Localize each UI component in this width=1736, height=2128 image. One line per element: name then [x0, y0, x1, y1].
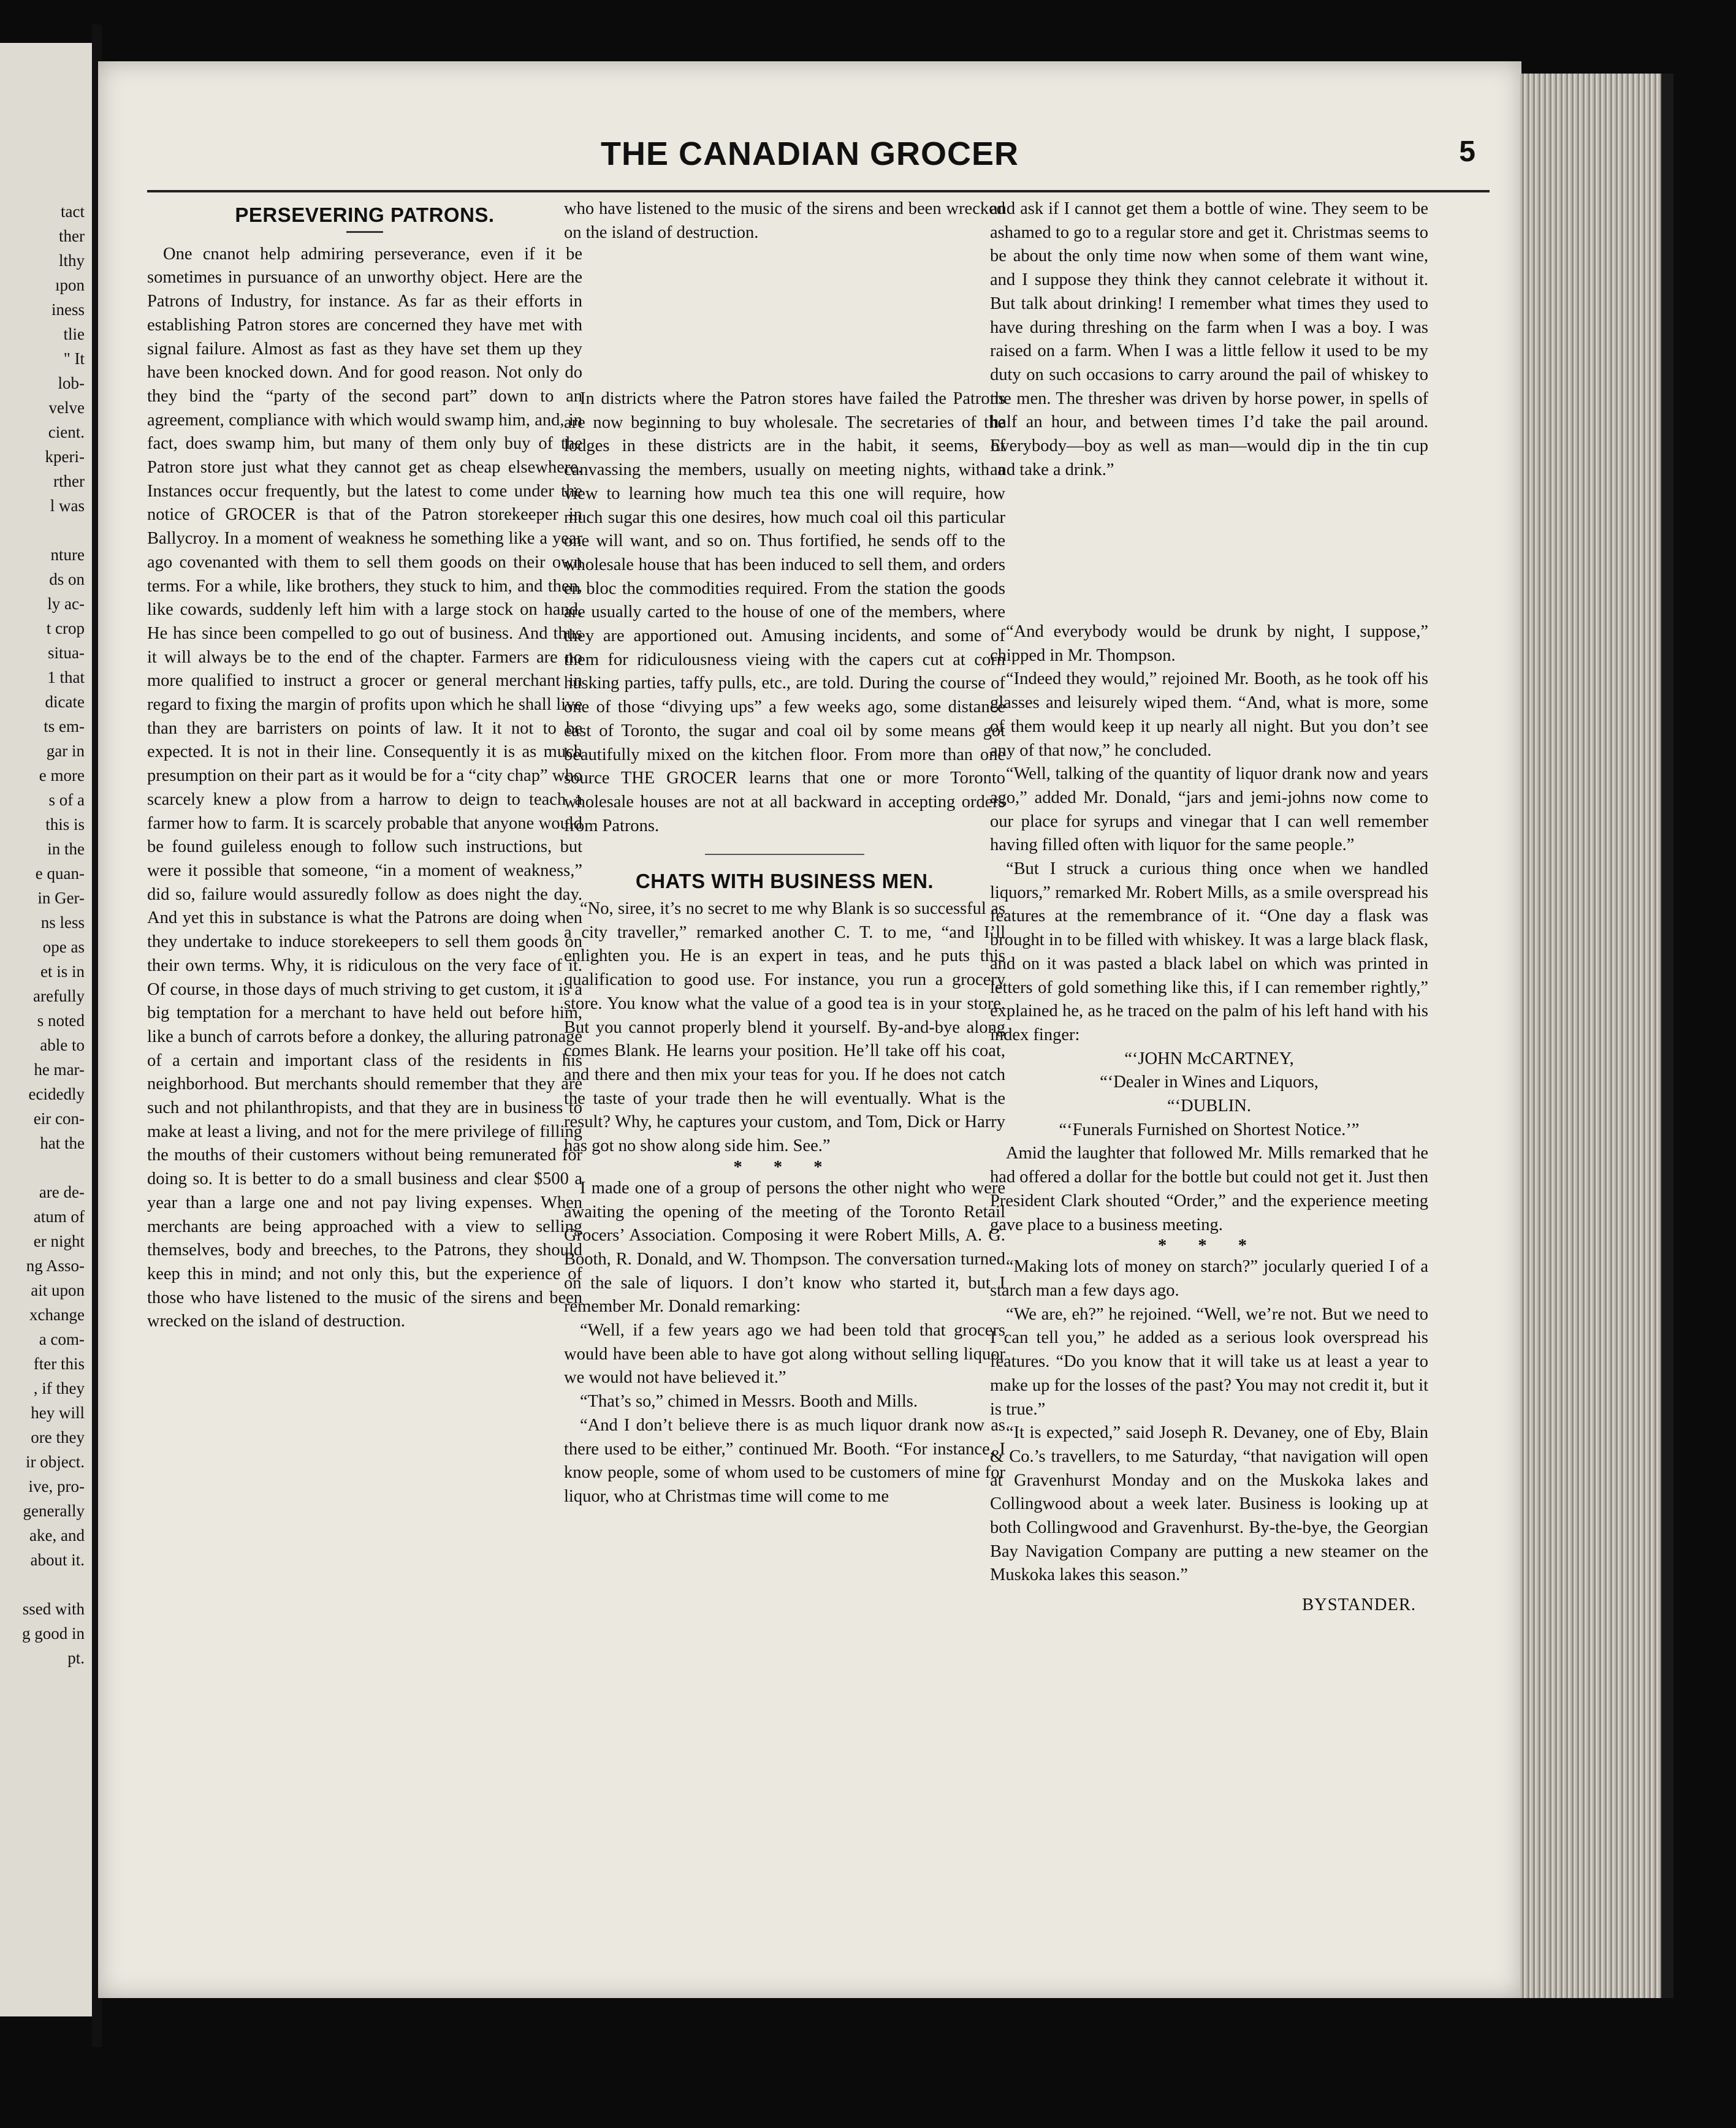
section-stars: * * *	[733, 1157, 836, 1177]
fragment-line: tlie	[63, 325, 85, 343]
fragment-line: generally	[23, 1502, 85, 1520]
article-paragraph: “We are, eh?” he rejoined. “Well, we’re not. But we need to I can tell you,” he added as a serious look overspread his features. “Do you know that it will take us at least a year to make up for the losses of the past? You may not credit it, but it is true.”	[990, 1304, 1428, 1419]
fragment-line: ake, and	[29, 1526, 85, 1545]
section-stars: * * *	[1158, 1236, 1260, 1256]
fragment-line: a com-	[39, 1330, 85, 1348]
label-line: “‘JOHN McCARTNEY,	[1124, 1049, 1294, 1068]
fragment-line: eir con-	[33, 1109, 85, 1128]
headline-rule	[346, 231, 383, 233]
fragment-line	[0, 1572, 85, 1597]
article-paragraph-continued: who have listened to the music of the sirens and been wrecked on the island of destruction.	[564, 199, 1005, 242]
page-number: 5	[1459, 135, 1475, 168]
article-paragraph: “Making lots of money on starch?” jocularly queried I of a starch man a few days ago.	[990, 1257, 1428, 1300]
fragment-line: this is	[45, 815, 85, 834]
article-paragraph-continued: and ask if I cannot get them a bottle of wine. They seem to be ashamed to go to a regular store and get it. Christmas seems to be about the only time now when some of them want wine, and I suppose they think they cannot celebrate it without it. But talk about drinking! I remember what times they used to have during threshing on the farm when I was a boy. I was raised on a farm. When I was a little fellow it used to be my duty on such occasions to carry around the pail of whiskey to the men. The thresher was driven by horse power, in spells of half an hour, and between times I’d take the pail around. Everybody—boy as well as man—would dip in the tin cup and take a drink.”	[990, 199, 1428, 479]
article-paragraph: “And I don’t believe there is as much liquor drank now as there used to be either,” continued Mr. Booth. “For instance, I know people, some of whom used to be customers of mine for liquor, who at Christmas time will come to me	[564, 1415, 1005, 1506]
fragment-line: rther	[53, 472, 85, 490]
fragment-line: xchange	[29, 1305, 85, 1324]
article-paragraph: “And everybody would be drunk by night, I suppose,” chipped in Mr. Thompson.	[990, 622, 1428, 665]
fragment-line: ssed with	[22, 1600, 85, 1618]
book-page-edges	[1520, 74, 1661, 1998]
fragment-line: ope as	[42, 938, 85, 956]
fragment-line: are de-	[39, 1183, 85, 1201]
fragment-line: arefully	[33, 987, 85, 1005]
fragment-line: ds on	[49, 570, 85, 588]
fragment-line: s of a	[48, 791, 85, 809]
fragment-line: ly ac-	[47, 595, 85, 613]
fragment-line: " It	[63, 349, 85, 368]
fragment-line: fter this	[33, 1355, 85, 1373]
fragment-line: hat the	[40, 1134, 85, 1152]
fragment-line: he mar-	[34, 1060, 85, 1079]
article-paragraph: “Indeed they would,” rejoined Mr. Booth, as he took off his glasses and leisurely wiped them. “And, what is more, some of them would keep it up nearly all night. But you don’t see any of that now,” he concluded.	[990, 669, 1428, 760]
fragment-line: dicate	[45, 693, 85, 711]
fragment-line: t crop	[46, 619, 85, 637]
article-headline-persevering-patrons: PERSEVERING PATRONS.	[235, 203, 495, 226]
newspaper-page	[98, 61, 1521, 1998]
fragment-line: g good in	[21, 1624, 85, 1643]
fragment-line: iness	[51, 300, 85, 319]
fragment-line: lob-	[58, 374, 85, 392]
fragment-line: l was	[50, 496, 85, 515]
article-paragraph: One cnanot help admiring perseverance, even if it be sometimes in pursuance of an unworthy object. Here are the Patrons of Industry, for instance. As far as their efforts in establishing Patron stores are concerned they have met with signal failure. Almost as fast as they have set them up they have been knocked down. And for good reason. Not only do they bind the “party of the second part” down to an agreement, compliance with which would swamp him, and, in fact, does swamp him, but many of them only buy of the Patron store just what they cannot get as cheap elsewhere. Instances occur frequently, but the latest to come under the notice of GROCER is that of the Patron storekeeper in Ballycroy. In a moment of weakness he something like a year ago covenanted with them to sell them goods on their own terms. For a while, like brothers, they stuck to him, and then, like cowards, suddenly left him with a large stock on hand. He has since been compelled to go out of business. And thus it will always be to the end of the chapter. Farmers are no more qualified to instruct a grocer or general merchant in regard to fixing the margin of profits upon which he shall live than they are barristers on points of law. It it not to be expected. It is not in their line. Consequently it is as much presumption on their part as it would be for a “city chap” who scarcely knew a plow from a harrow to deign to teach a farmer how to farm. It is scarcely probable that anyone would be found guileless enough to follow such instructions, but were it possible that someone, “in a moment of weakness,” did so, failure would assuredly follow as does night the day. And yet this in substance is what the Patrons are doing when they undertake to induce storekeepers to sell them goods on their own terms. Why, it is ridiculous on the very face of it. Of course, in those days of much striving to get custom, it is a big temptation for a merchant to have held out before him, like a bunch of carrots before a donkey, the alluring patronage of a certain and important class of the residents in his neighborhood. But merchants should remember that they are such and not philanthropists, and that they are in business to make at least a living, and not for the mere privilege of filling the mouths of their customers without being remunerated for doing so. It is better to do a small business and clear $500 a year than a large one and not pay living expenses. When merchants are being approached with a view to selling themselves, body and breeches, to the Patrons, they should keep this in mind; and not only this, but the experience of those who have listened to the music of the sirens and been wrecked on the island of destruction.	[147, 244, 582, 1331]
article-paragraph: Amid the laughter that followed Mr. Mills remarked that he had offered a dollar for the bottle but could not get it. Just then President Clark shouted “Order,” and the experience meeting gave place to a business meeting.	[990, 1144, 1428, 1234]
column-2	[564, 197, 1005, 1509]
fragment-line: pt.	[67, 1649, 85, 1667]
article-headline-chats: CHATS WITH BUSINESS MEN.	[635, 870, 934, 893]
signature: BYSTANDER.	[1302, 1595, 1416, 1615]
fragment-line: , if they	[33, 1379, 85, 1397]
masthead-rule	[147, 190, 1490, 192]
fragment-line: kperi-	[45, 447, 85, 466]
article-paragraph: “That’s so,” chimed in Messrs. Booth and Mills.	[580, 1392, 918, 1412]
fragment-line: gar in	[46, 742, 85, 760]
article-paragraph: “Well, if a few years ago we had been told that grocers would have been able to have got along without selling liquor we would not have believed it.”	[564, 1321, 1005, 1388]
fragment-line	[0, 518, 85, 542]
fragment-line: e more	[39, 766, 85, 785]
fragment-line: ecidedly	[28, 1085, 85, 1103]
fragment-line: nture	[50, 545, 85, 564]
article-paragraph: “It is expected,” said Joseph R. Devaney, one of Eby, Blain & Co.’s travellers, to me Saturday, “that navigation will open at Gravenhurst Monday and on the Muskoka lakes and Collingwood about a week later. Business is looking up at both Collingwood and Gravenhurst. By-the-bye, the Georgian Bay Navigation Company are putting a new steamer on the Muskoka lakes this season.”	[990, 1423, 1428, 1585]
previous-page-fragment	[0, 199, 92, 1670]
fragment-line: 1 that	[47, 668, 85, 686]
fragment-line: situa-	[48, 644, 85, 662]
fragment-line: about it.	[30, 1551, 85, 1569]
label-line: “‘Dealer in Wines and Liquors,	[1100, 1073, 1319, 1092]
fragment-line	[0, 1155, 85, 1180]
fragment-line: ore they	[31, 1428, 85, 1446]
fragment-line: ther	[59, 227, 85, 245]
fragment-line: velve	[48, 398, 85, 417]
fragment-line: ts em-	[44, 717, 85, 735]
fragment-line: ive, pro-	[28, 1477, 85, 1495]
fragment-line: lthy	[58, 251, 85, 270]
fragment-line: er night	[33, 1232, 85, 1250]
article-divider	[705, 854, 864, 855]
fragment-line: e quan-	[35, 864, 85, 883]
fragment-line: ns less	[40, 913, 85, 932]
column-3	[990, 197, 1428, 1617]
fragment-line: in Ger-	[37, 889, 85, 907]
column-1	[147, 197, 582, 1971]
fragment-line: hey will	[31, 1404, 85, 1422]
article-paragraph: “No, siree, it’s no secret to me why Blank is so successful as a city traveller,” remarked another C. T. to me, “and I’ll enlighten you. He is an expert in teas, and he puts this qualification to good use. For instance, you run a grocery store. You know what the value of a good tea is in your store. But you cannot properly blend it yourself. By-and-bye along comes Blank. He learns your position. He’ll take off his coat, and there and then mix your teas for you. If he does not catch the taste of your trade then he will eventually. What is the result? Why, he captures your custom, and Tom, Dick or Harry has got no show along side him. See.”	[564, 899, 1005, 1156]
article-paragraph: In districts where the Patron stores have failed the Patrons are now beginning to buy wholesale. The secretaries of the lodges in these districts are in the habit, it seems, of canvassing the members, usually on meeting nights, with a view to learning how much tea this one will require, how much sugar this one desires, how much coal oil this particular one will want, and so on. Thus fortified, he sends off to the wholesale house that has been induced to sell them, and orders en bloc the commodities required. From the station the goods are usually carted to the house of one of the members, where they are apportioned out. Amusing incidents, and some of them for ridiculousness vieing with the capers cut at corn husking parties, taffy pulls, etc., are told. During the course of one of those “divying ups” a few weeks ago, some distance east of Toronto, the sugar and coal oil by some means got beautifully mixed on the kitchen floor. From more than one source THE GROCER learns that one or more Toronto wholesale houses are not at all backward in accepting orders from Patrons.	[564, 389, 1005, 835]
fragment-line: ait upon	[31, 1281, 85, 1299]
fragment-line: et is in	[40, 962, 85, 981]
label-line: “‘Funerals Furnished on Shortest Notice.’”	[1059, 1120, 1360, 1139]
fragment-line: able to	[40, 1036, 85, 1054]
fragment-line: atum of	[33, 1207, 85, 1226]
fragment-line: cient.	[48, 423, 85, 441]
article-paragraph: “Well, talking of the quantity of liquor drank now and years ago,” added Mr. Donald, “jars and jemi-johns now come to our place for syrups and vinegar that I can well remember having filled often with liquor for the same people.”	[990, 764, 1428, 855]
fragment-line: ir object.	[26, 1453, 85, 1471]
article-paragraph: I made one of a group of persons the other night who were awaiting the opening of the meeting of the Toronto Retail Grocers’ Association. Composing it were Robert Mills, A. G. Booth, R. Donald, and W. Thompson. The conversation turned on the sale of liquors. I don’t know who started it, but I remember Mr. Donald remarking:	[564, 1178, 1005, 1317]
fragment-line: ıpon	[55, 276, 85, 294]
label-line: “‘DUBLIN.	[1167, 1096, 1251, 1116]
article-paragraph: “But I struck a curious thing once when we handled liquors,” remarked Mr. Robert Mills, as a smile overspread his features at the remembrance of it. “One day a flask was brought in to be filled with whiskey. It was a large black flask, and on it was pasted a black label on which was printed in letters of gold something like this, if I can remember rightly,” explained he, as he traced on the palm of his left hand with his index finger:	[990, 859, 1428, 1044]
fragment-line: s noted	[37, 1011, 85, 1030]
masthead-title: THE CANADIAN GROCER	[600, 135, 1019, 172]
previous-page-edge	[0, 43, 96, 2016]
fragment-line: ng Asso-	[26, 1256, 85, 1275]
fragment-line: in the	[47, 840, 85, 858]
fragment-line: tact	[61, 202, 85, 221]
